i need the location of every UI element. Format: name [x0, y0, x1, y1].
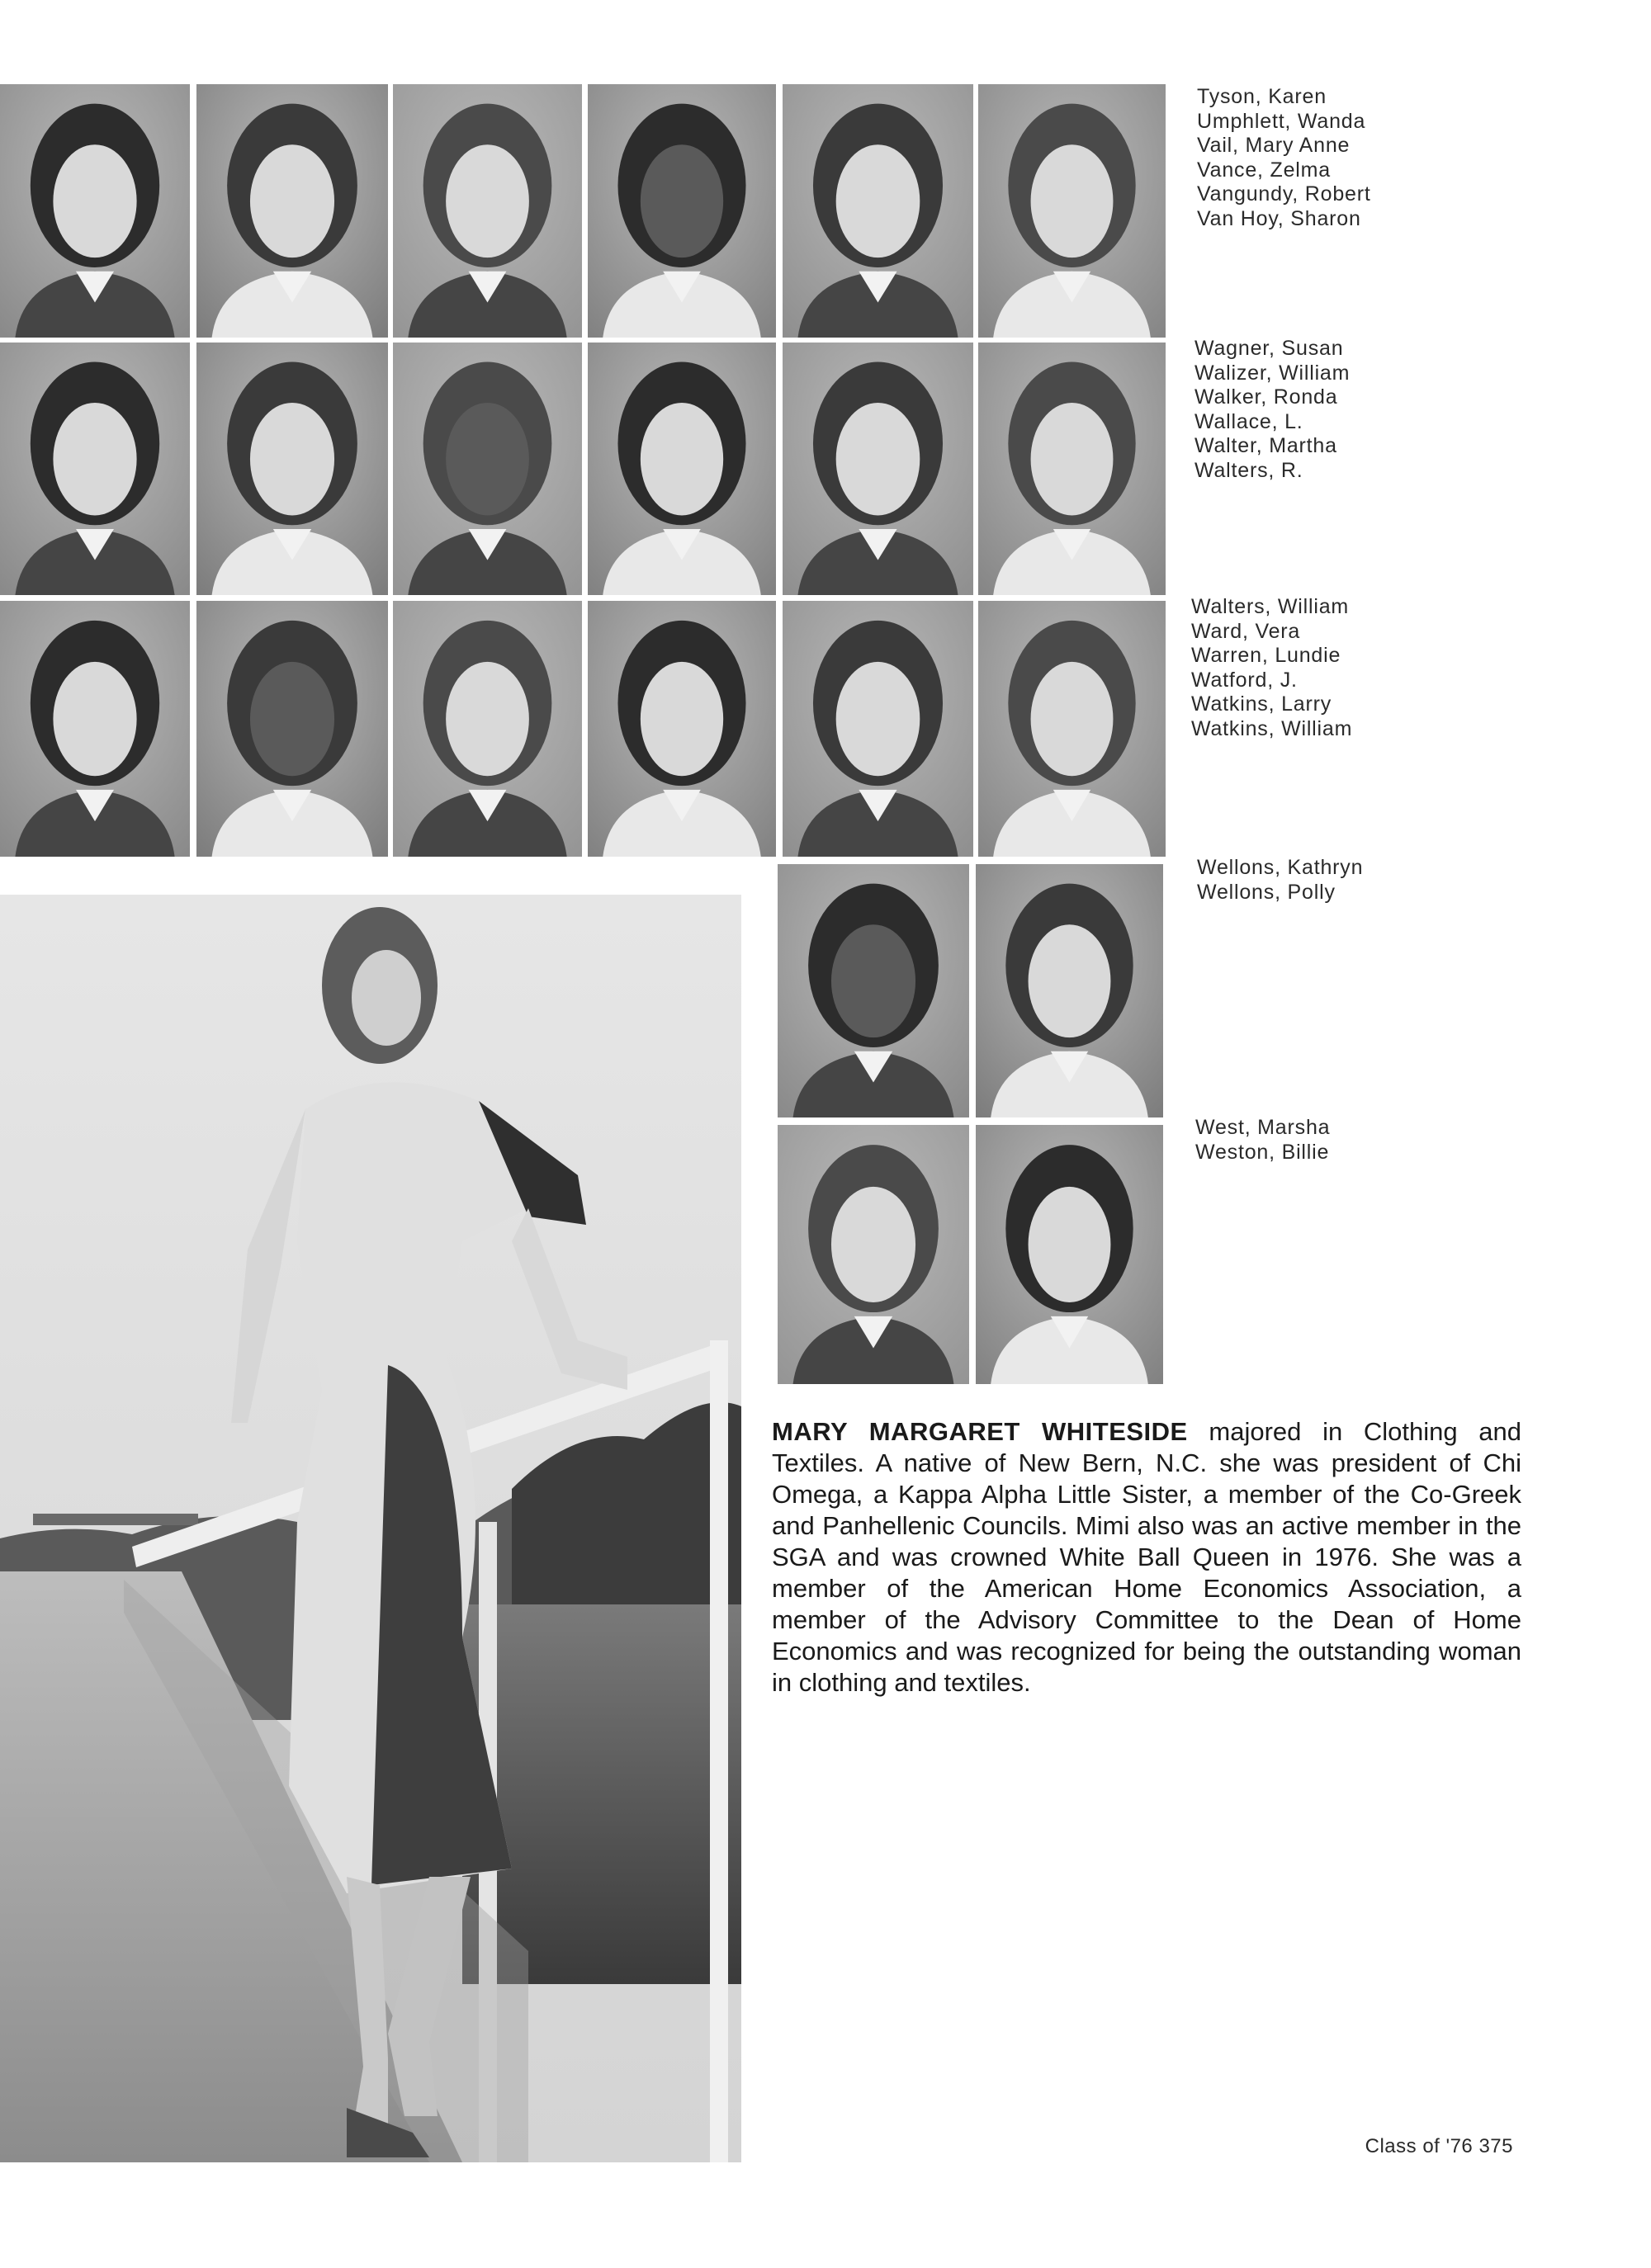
student-name: Van Hoy, Sharon: [1197, 206, 1361, 230]
student-name: Watkins, Larry: [1191, 692, 1332, 716]
student-name: Vangundy, Robert: [1197, 182, 1371, 206]
student-portrait: [588, 343, 776, 595]
student-portrait: [0, 601, 190, 857]
student-name: Watkins, William: [1191, 716, 1353, 740]
name-list-row-5: [1195, 1116, 1330, 1165]
student-portrait: [783, 601, 973, 857]
page-footer: Class of '76 375: [1365, 2135, 1513, 2157]
student-name: Wellons, Polly: [1197, 880, 1336, 904]
student-name: Warren, Lundie: [1191, 644, 1341, 667]
name-list-row-2: [1194, 337, 1350, 483]
student-name: Walters, William: [1191, 595, 1350, 618]
featured-photo: [0, 895, 741, 2162]
student-portrait: [976, 864, 1163, 1117]
student-name: Vance, Zelma: [1197, 158, 1331, 182]
student-portrait: [976, 1125, 1163, 1384]
name-list-row-1: [1197, 85, 1371, 231]
student-portrait: [783, 84, 973, 338]
student-portrait: [196, 84, 388, 338]
student-name: Watford, J.: [1191, 668, 1298, 692]
student-portrait: [393, 84, 582, 338]
student-name: Walters, R.: [1194, 458, 1303, 482]
student-name: Tyson, Karen: [1197, 85, 1327, 108]
student-portrait: [778, 864, 969, 1117]
student-name: Walter, Martha: [1194, 434, 1337, 457]
student-portrait: [0, 343, 190, 595]
student-portrait: [393, 343, 582, 595]
student-portrait: [778, 1125, 969, 1384]
student-portrait: [978, 601, 1166, 857]
featured-person-name: MARY MARGARET WHITESIDE: [772, 1417, 1188, 1446]
featured-bio: [772, 1416, 1521, 1699]
student-portrait: [783, 343, 973, 595]
student-portrait: [978, 84, 1166, 338]
student-name: Wallace, L.: [1194, 409, 1303, 433]
name-list-row-4: [1197, 856, 1363, 905]
student-portrait: [588, 84, 776, 338]
student-name: West, Marsha: [1195, 1116, 1331, 1139]
student-name: Ward, Vera: [1191, 619, 1301, 643]
student-portrait: [196, 343, 388, 595]
student-name: Vail, Mary Anne: [1197, 134, 1351, 157]
student-name: Wellons, Kathryn: [1197, 856, 1364, 879]
student-portrait: [588, 601, 776, 857]
student-portrait: [196, 601, 388, 857]
student-portrait: [978, 343, 1166, 595]
student-portrait: [0, 84, 190, 338]
featured-bio-text: majored in Clothing and Textiles. A native of New Bern, N.C. she was president of Chi Omega, a Kappa Alpha Little Sister, a member of the Co-Greek and Panhellenic Councils. Mimi also was an active member in the SGA and was crowned White Ball Queen in 1976. She was a member of the American Home Economics Association, a member of the Advisory Committee to the Dean of Home Economics and was recognized for being the outstanding woman in clothing and textiles.: [772, 1417, 1521, 1697]
student-name: Walizer, William: [1194, 361, 1351, 385]
name-list-row-3: [1191, 595, 1352, 741]
student-name: Umphlett, Wanda: [1197, 109, 1366, 133]
student-portrait: [393, 601, 582, 857]
student-name: Walker, Ronda: [1194, 385, 1338, 409]
student-name: Weston, Billie: [1195, 1140, 1330, 1164]
student-name: Wagner, Susan: [1194, 337, 1344, 360]
